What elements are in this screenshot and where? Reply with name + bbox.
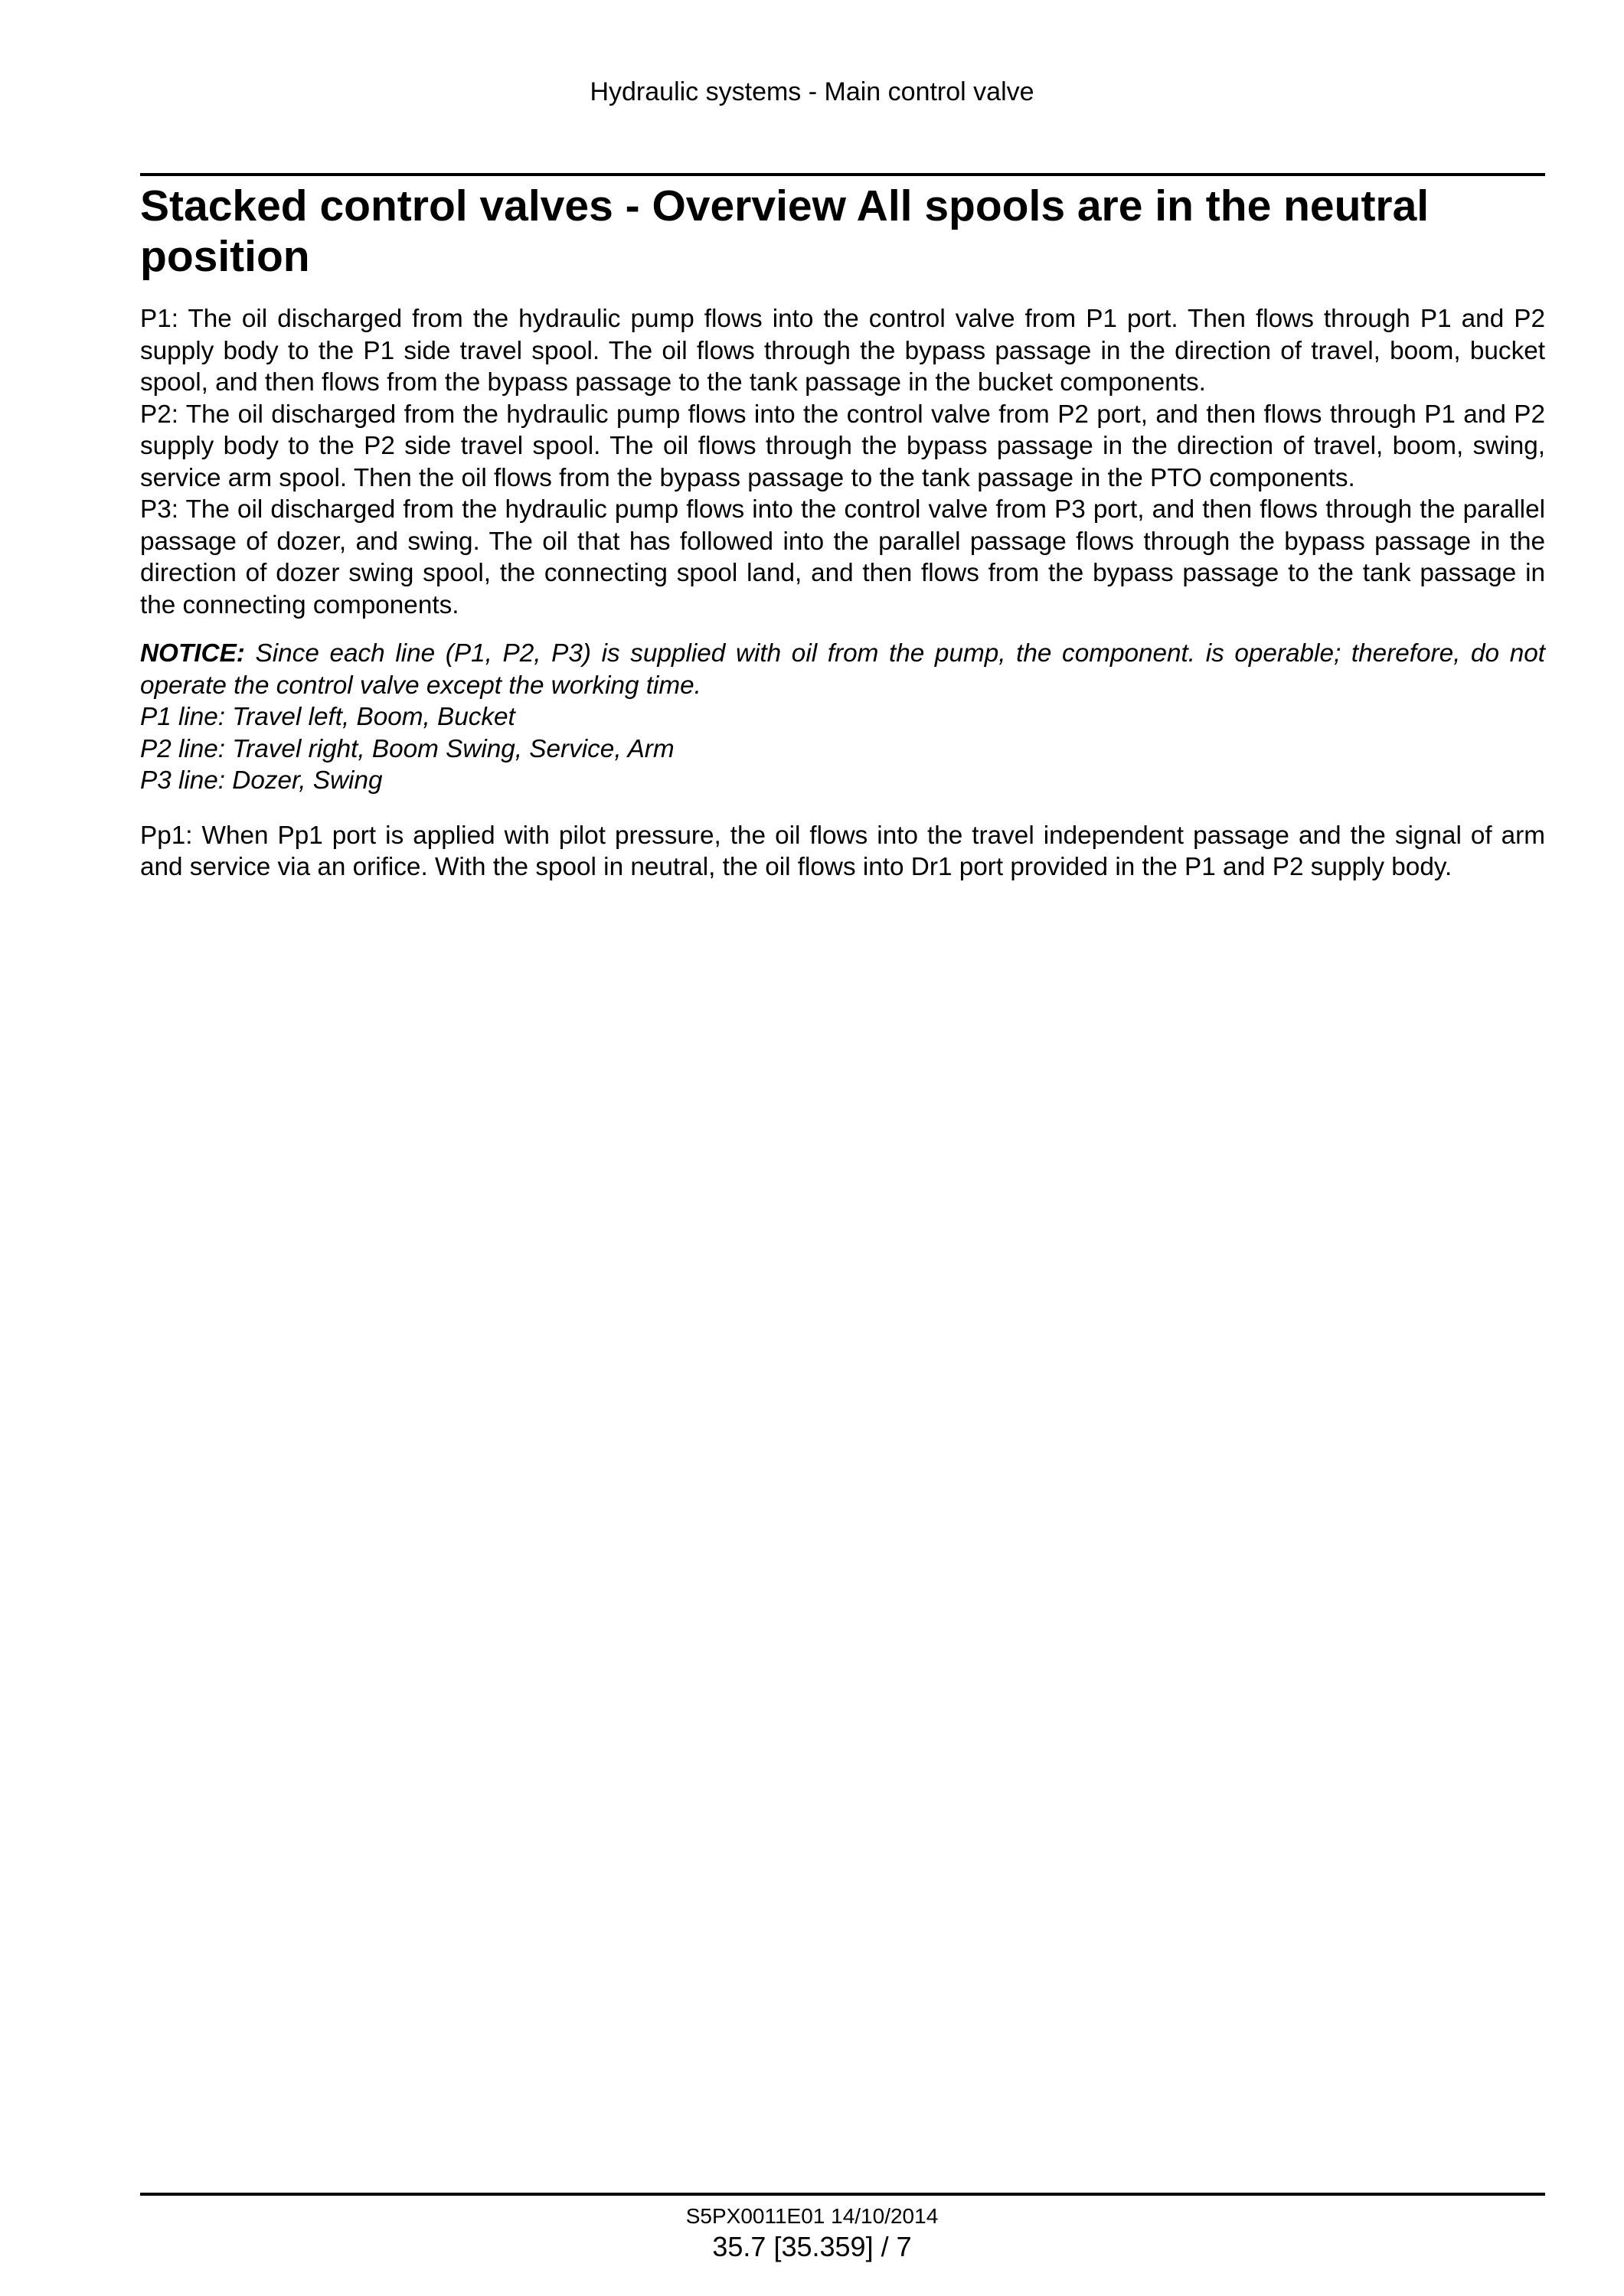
notice-line-p1: P1 line: Travel left, Boom, Bucket <box>140 703 515 731</box>
page-number: 35.7 [35.359] / 7 <box>712 2231 912 2262</box>
main-content <box>140 181 1545 883</box>
page-title: Stacked control valves - Overview All spools are in the neutral position <box>140 181 1430 281</box>
paragraph-pp1: Pp1: When Pp1 port is applied with pilot pressure, the oil flows into the travel independent passage and the signal of arm and service via an orifice. With the spool in neutral, the oil flows into Dr1 port provided in the P1 and P2 supply body. <box>140 821 1545 881</box>
paragraph-p3: P3: The oil discharged from the hydraulic pump flows into the control valve from P3 port, and then flows through the parallel passage of dozer, and swing. The oil that has followed into the parallel passage flows through the bypass passage in the direction of dozer swing spool, the connecting spool land, and then flows from the bypass passage to the tank passage in the connecting components. <box>140 495 1545 619</box>
notice-line-p3: P3 line: Dozer, Swing <box>140 766 383 795</box>
header-rule <box>140 173 1545 176</box>
notice-text <box>140 638 1545 701</box>
port-descriptions <box>140 303 1545 621</box>
paragraph-p1: P1: The oil discharged from the hydraulic pump flows into the control valve from P1 port. Then flows through P1 and P2 supply body to the P1 side travel spool. The oil flows through the bypass passage in the direction of travel, boom, bucket spool, and then flows from the bypass passage to the tank passage in the bucket components. <box>140 305 1545 397</box>
footer-rule <box>140 2193 1545 2196</box>
paragraph-p2: P2: The oil discharged from the hydraulic pump flows into the control valve from P2 port, and then flows through P1 and P2 supply body to the P2 side travel spool. The oil flows through the bypass passage in the direction of travel, boom, swing, service arm spool. Then the oil flows from the bypass passage to the tank passage in the PTO components. <box>140 400 1545 492</box>
running-header: Hydraulic systems - Main control valve <box>590 77 1034 106</box>
pilot-port-section <box>140 820 1545 883</box>
notice-line-p2: P2 line: Travel right, Boom Swing, Service, Arm <box>140 734 675 763</box>
notice-label: NOTICE: <box>140 639 245 668</box>
notice-block <box>140 638 1545 797</box>
document-code: S5PX0011E01 14/10/2014 <box>685 2204 939 2228</box>
notice-body: Since each line (P1, P2, P3) is supplied with oil from the pump, the component. is operable; therefore, do not operate the control valve except the working time. <box>140 639 1545 700</box>
